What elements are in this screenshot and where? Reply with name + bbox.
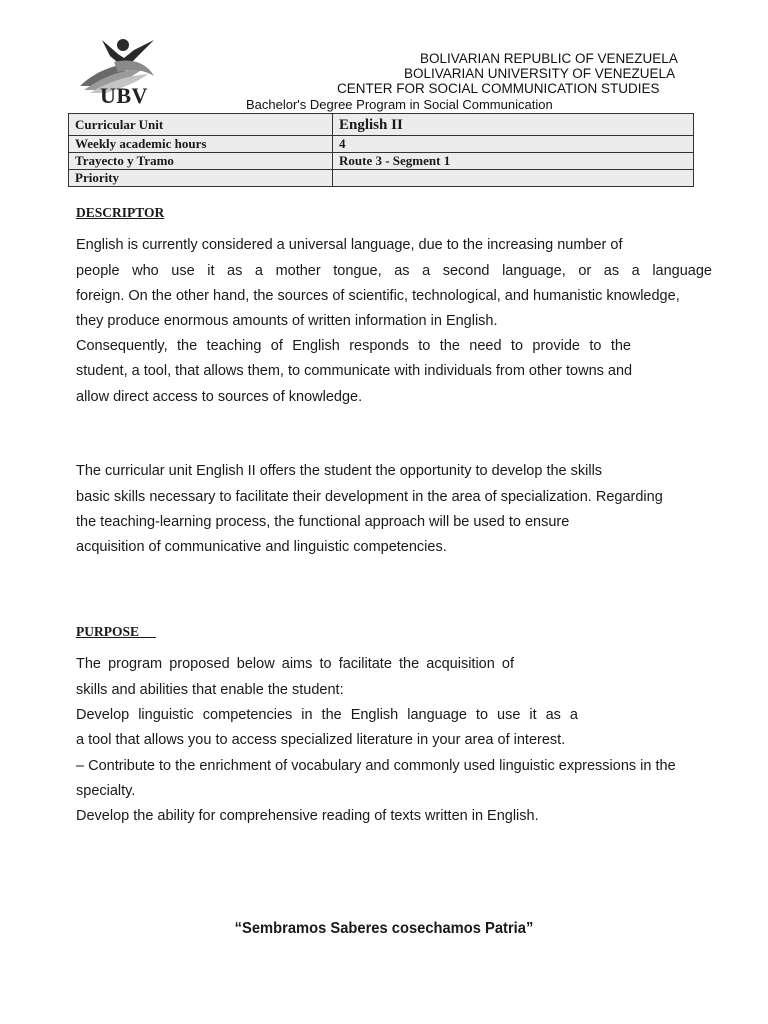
purpose-heading: PURPOSE — [76, 624, 156, 639]
table-cell-label: Trayecto y Tramo — [69, 153, 333, 170]
header-line-3: CENTER FOR SOCIAL COMMUNICATION STUDIES — [337, 81, 660, 96]
table-cell-value: 4 — [333, 136, 694, 153]
paragraph-line: skills and abilities that enable the student: — [76, 682, 344, 698]
header-line-2: BOLIVARIAN UNIVERSITY OF VENEZUELA — [404, 66, 676, 81]
paragraph-line: The program proposed below aims to facilitate the acquisition of — [76, 656, 514, 672]
paragraph-line: English is currently considered a universal language, due to the increasing number of — [76, 237, 623, 253]
logo-text: UBV — [100, 83, 148, 108]
table-cell-value — [333, 170, 694, 187]
paragraph-line: a tool that allows you to access specialized literature in your area of interest. — [76, 732, 566, 748]
paragraph-line: Consequently, the teaching of English responds to the need to provide to the — [76, 338, 631, 354]
paragraph-line: people who use it as a mother tongue, as a second language, or as a language — [76, 263, 712, 279]
footer-motto: “Sembramos Saberes cosechamos Patria” — [234, 920, 534, 937]
paragraph-line: – Contribute to the enrichment of vocabulary and commonly used linguistic expressions in the — [76, 758, 676, 774]
curricular-info-table — [68, 113, 694, 187]
descriptor-heading: DESCRIPTOR — [76, 205, 165, 220]
paragraph-line: student, a tool, that allows them, to communicate with individuals from other towns and — [76, 363, 633, 379]
table-row — [69, 153, 694, 170]
table-cell-label: Priority — [69, 170, 333, 187]
paragraph-line: the teaching-learning process, the functional approach will be used to ensure — [76, 514, 570, 530]
paragraph-line: Develop linguistic competencies in the English language to use it as a — [76, 707, 578, 723]
paragraph-line: allow direct access to sources of knowledge. — [76, 389, 363, 405]
table-row — [69, 170, 694, 187]
table-cell-value: Route 3 - Segment 1 — [333, 153, 694, 170]
paragraph-line: acquisition of communicative and linguistic competencies. — [76, 539, 447, 555]
paragraph-line: foreign. On the other hand, the sources of scientific, technological, and humanistic knowledge, — [76, 288, 680, 304]
header-line-4: Bachelor's Degree Program in Social Communication — [246, 97, 553, 112]
table-cell-label: Weekly academic hours — [69, 136, 333, 153]
table-row — [69, 136, 694, 153]
paragraph-line: The curricular unit English II offers the student the opportunity to develop the skills — [76, 463, 603, 479]
paragraph-line: Develop the ability for comprehensive reading of texts written in English. — [76, 808, 539, 824]
header-line-1: BOLIVARIAN REPUBLIC OF VENEZUELA — [420, 51, 678, 66]
paragraph-line: specialty. — [76, 783, 136, 799]
table-cell-value: English II — [333, 114, 694, 136]
paragraph-line: basic skills necessary to facilitate their development in the area of specialization. Regarding — [76, 489, 663, 505]
table-cell-label: Curricular Unit — [69, 114, 333, 136]
table-row — [69, 114, 694, 136]
paragraph-line: they produce enormous amounts of written information in English. — [76, 313, 498, 329]
